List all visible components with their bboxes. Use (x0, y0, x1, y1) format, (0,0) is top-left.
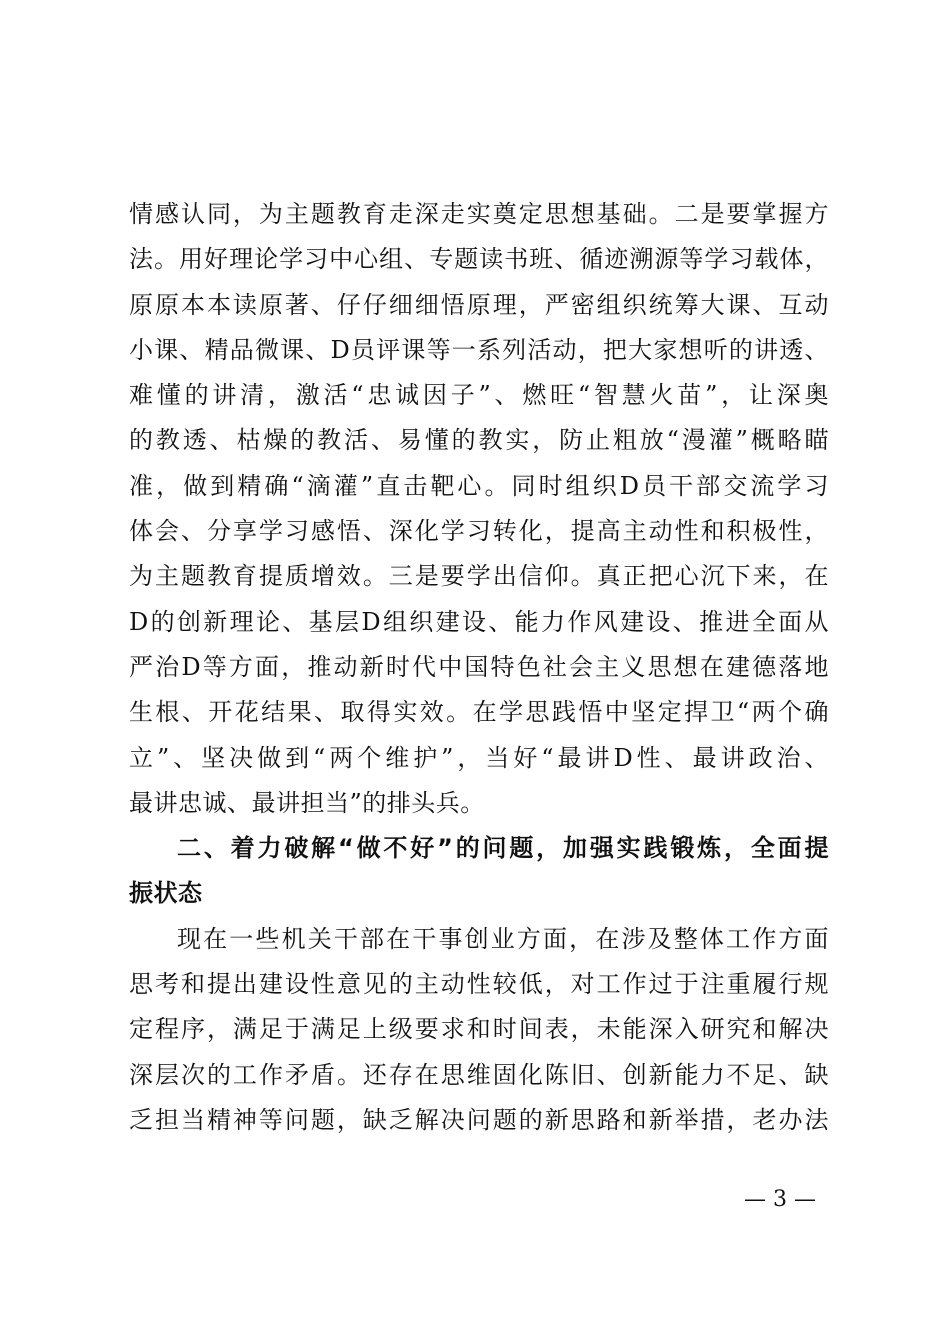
text-line-18: 思考和提出建设性意见的主动性较低，对工作过于注重履行规 (129, 970, 829, 999)
text-line-4: 小课、精品微课、D员评课等一系列活动，把大家想听的讲透、 (129, 335, 829, 364)
text-line-8: 体会、分享学习感悟、深化学习转化，提高主动性和积极性， (129, 517, 829, 546)
text-line-20: 深层次的工作矛盾。还存在思维固化陈旧、创新能力不足、缺 (129, 1060, 829, 1089)
section-heading-line-1: 二、着力破解“做不好”的问题，加强实践锻炼，全面提 (177, 834, 829, 863)
text-line-19: 定程序，满足于满足上级要求和时间表，未能深入研究和解决 (129, 1015, 829, 1044)
text-line-12: 生根、开花结果、取得实效。在学思践悟中坚定捍卫“两个确 (129, 698, 829, 727)
page-number: — 3 — (744, 1187, 816, 1212)
text-line-10: D的创新理论、基层D组织建设、能力作风建设、推进全面从 (129, 607, 829, 636)
text-line-3: 原原本本读原著、仔仔细细悟原理，严密组织统筹大课、互动 (129, 290, 829, 319)
text-line-2: 法。用好理论学习中心组、专题读书班、循迹溯源等学习载体， (129, 245, 829, 274)
text-line-11: 严治D等方面，推动新时代中国特色社会主义思想在建德落地 (129, 652, 829, 681)
text-line-6: 的教透、枯燥的教活、易懂的教实，防止粗放“漫灌”概略瞄 (129, 426, 829, 455)
section-heading-line-2: 振状态 (129, 879, 203, 908)
text-line-5: 难懂的讲清，激活“忠诚因子”、燃旺“智慧火苗”，让深奥 (129, 381, 829, 410)
text-line-7: 准，做到精确“滴灌”直击靶心。同时组织D员干部交流学习 (129, 471, 829, 500)
text-line-13: 立”、坚决做到“两个维护”，当好“最讲D性、最讲政治、 (129, 743, 829, 772)
text-line-17: 现在一些机关干部在干事创业方面，在涉及整体工作方面 (177, 924, 829, 953)
text-line-21: 乏担当精神等问题，缺乏解决问题的新思路和新举措，老办法 (129, 1105, 829, 1134)
text-line-1: 情感认同，为主题教育走深走实奠定思想基础。二是要掌握方 (129, 200, 829, 228)
text-line-14: 最讲忠诚、最讲担当”的排头兵。 (129, 788, 485, 817)
body-text (129, 192, 829, 1143)
text-line-9: 为主题教育提质增效。三是要学出信仰。真正把心沉下来，在 (129, 562, 829, 591)
